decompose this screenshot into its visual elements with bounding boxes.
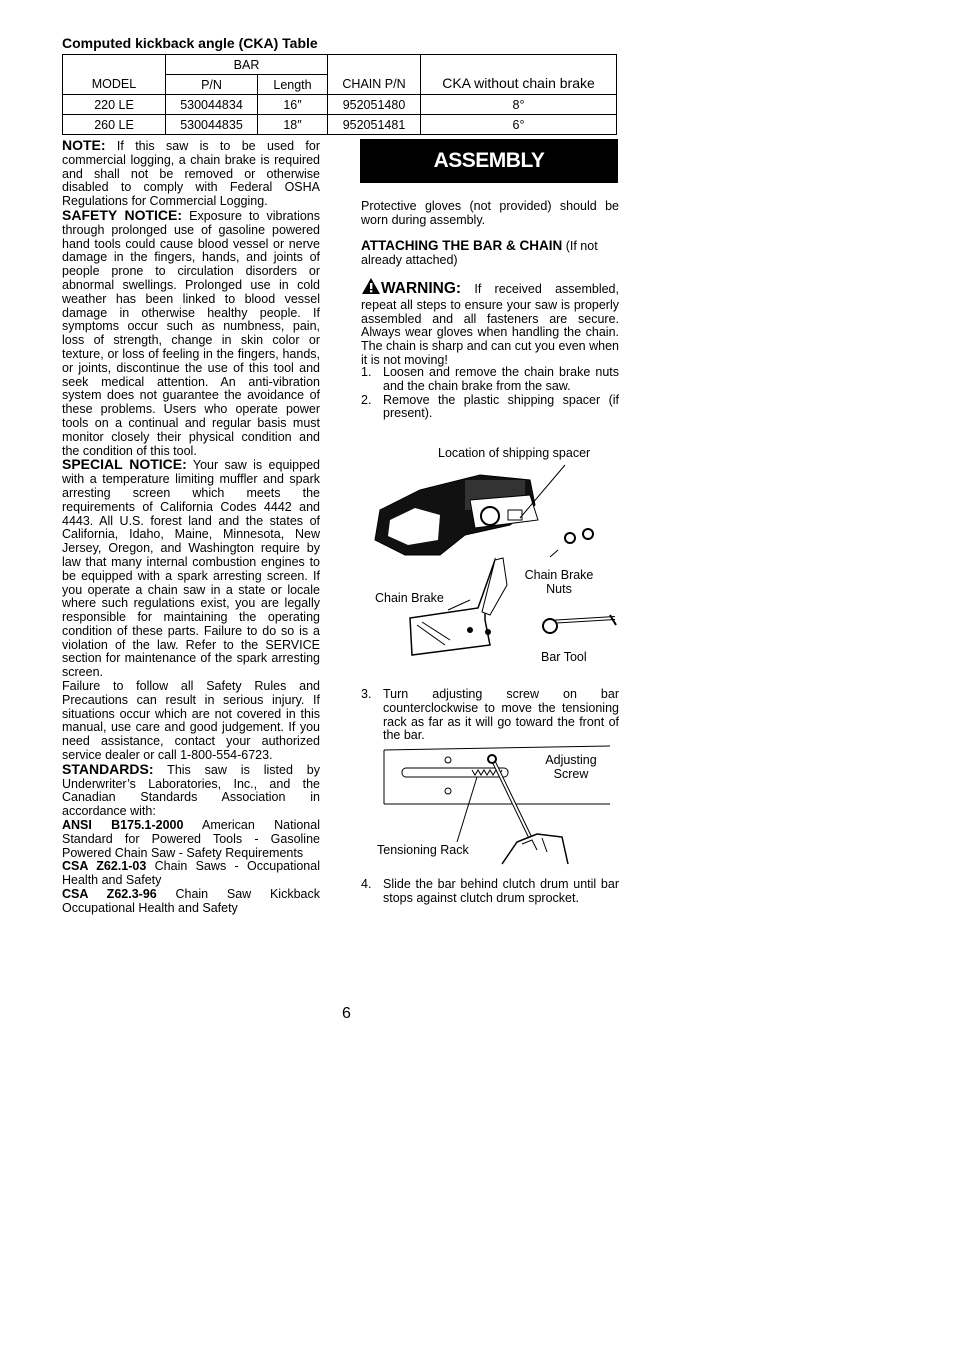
special-text: Your saw is equipped with a temperature limiting muffler and spark arresting screen which meets the requirements of California Codes 4442 and 4443. All U.S. forest land and the states of California, Idaho, Maine, Minnesota, New Jersey, Oregon, and Washington require by law that many internal combustion engines to be equipped with a spark arresting screen. If you operate a chain saw in a state or locale where such regulations exist, you are legally responsible for maintaining the operating condition of these parts. Failure to do so is a violation of the law. Refer to the SERVICE section for maintenance of the spark arresting screen. [62,458,320,680]
assembly-heading-bar [360,139,618,183]
attach-heading [361,239,619,268]
header-chain: CHAIN P/N [328,55,421,95]
safety-paragraph [62,206,320,458]
cell-cka: 6° [421,115,617,135]
label-brake-nuts [520,568,598,596]
gloves-paragraph: Protective gloves (not provided) should be worn during assembly. [361,199,619,227]
csa1-paragraph [62,860,320,888]
ansi-text: American National Standard for Powered Tools - Gasoline Powered Chain Saw - Safety Requirements [62,818,320,860]
step-4 [361,878,619,906]
step-3 [361,688,619,743]
label-shipping-spacer: Location of shipping spacer [438,446,591,460]
safety-text: Exposure to vibrations through prolonged use of gasoline powered hand tools could cause blood vessel or nerve damage in the fingers, hands, and joints of people prone to circulation disorders or abnormal swellings. Prolonged use in cold weather has been linked to blood vessel damage in otherwise healthy people. If symptoms occur such as numbness, pain, loss of strength, change in skin color or texture, or loss of feeling in the fingers, hands, or joints, discontinue the use of this tool and seek medical attention. An anti-vibration system does not guarantee the avoidance of these problems. Users who operate power tools on a continual and regular basis must monitor closely their physical condition and the condition of this tool. [62,208,320,458]
saw-illustration [360,440,620,670]
table-row [63,95,617,115]
cell-chain: 952051480 [328,95,421,115]
list-item [361,878,619,906]
special-paragraph [62,458,320,680]
label-adjusting-screw-line1: Adjusting [545,753,597,767]
header-bar: BAR [166,55,328,75]
standards-lead: STANDARDS: [62,760,154,777]
chain-brake-figure [360,440,620,670]
note-text: If this saw is to be used for commercial logging, a chain brake is required and shall not be removed or otherwise disabled to comply with Federal OSHA Regulations for Commercial Logging. [62,139,320,209]
cka-table [62,54,617,135]
note-lead: NOTE: [62,137,106,153]
cell-length: 16″ [258,95,328,115]
step-text: Slide the bar behind clutch drum until bar stops against clutch drum sprocket. [383,877,619,905]
header-cka: CKA without chain brake [421,55,617,95]
label-bar-tool: Bar Tool [541,650,587,664]
cell-model: 260 LE [63,115,166,135]
page-number: 6 [342,1005,351,1022]
header-length: Length [258,75,328,95]
warning-text: If received assembled, repeat all steps to ensure your saw is properly assembled and all fasteners are secure. Always wear gloves when handling the chain. The chain is sharp and can cut you even when it is not moving! [361,282,619,367]
attach-text: (If not already attached) [361,239,598,267]
csa2-lead: CSA Z62.3-96 [62,887,157,902]
label-chain-brake: Chain Brake [375,591,444,605]
cell-pn: 530044835 [166,115,258,135]
attach-lead: ATTACHING THE BAR & CHAIN [361,238,563,253]
special-lead: SPECIAL NOTICE: [62,456,187,473]
label-adjusting-screw [540,753,602,781]
step-number: 2. [361,392,372,407]
step-number: 1. [361,365,372,379]
list-item [361,688,619,743]
ansi-paragraph [62,819,320,860]
step-text: Remove the plastic shipping spacer (if present). [383,392,619,421]
header-pn: P/N [166,75,258,95]
cell-length: 18″ [258,115,328,135]
step-number: 3. [361,687,372,701]
table-row [63,115,617,135]
warning-paragraph [361,277,619,368]
csa1-lead: CSA Z62.1-03 [62,859,147,874]
table-title: Computed kickback angle (CKA) Table [62,35,318,51]
list-item [361,394,619,422]
label-brake-nuts-line2: Nuts [546,582,572,596]
failure-paragraph: Failure to follow all Safety Rules and Precautions can result in serious injury. If situations occur which are not covered in this manual, use care and good judgement. If you need assistance, contact your authorized service dealer or call 1-800-554-6723. [62,679,320,763]
header-model: MODEL [63,55,166,95]
cell-cka: 8° [421,95,617,115]
bar-tension-figure [372,742,620,867]
safety-lead: SAFETY NOTICE: [62,206,183,223]
ansi-lead: ANSI B175.1-2000 [62,818,184,833]
csa1-text: Chain Saws - Occupational Health and Safety [62,859,320,888]
label-adjusting-screw-line2: Screw [553,767,589,781]
step-text: Loosen and remove the chain brake nuts and the chain brake from the saw. [383,365,619,393]
assembly-title: ASSEMBLY [433,149,545,172]
cell-chain: 952051481 [328,115,421,135]
label-brake-nuts-line1: Chain Brake [524,568,594,582]
cell-pn: 530044834 [166,95,258,115]
note-paragraph [62,139,320,209]
warning-lead: WARNING: [381,280,462,297]
list-item [361,366,619,394]
steps-1-2 [361,366,619,421]
cell-model: 220 LE [63,95,166,115]
standards-text: This saw is listed by Underwriter’s Laboratories, Inc., and the Canadian Standards Association in accordance with: [62,762,320,819]
warning-icon [361,277,381,299]
label-tensioning-rack: Tensioning Rack [377,843,469,857]
step-text: Turn adjusting screw on bar counterclockwise to move the tensioning rack as far as it will go toward the front of the bar. [383,687,619,743]
csa2-paragraph [62,888,320,916]
left-column [62,139,320,916]
standards-paragraph [62,760,320,819]
step-number: 4. [361,877,372,891]
csa2-text: Chain Saw Kickback Occupational Health and Safety [62,887,320,915]
